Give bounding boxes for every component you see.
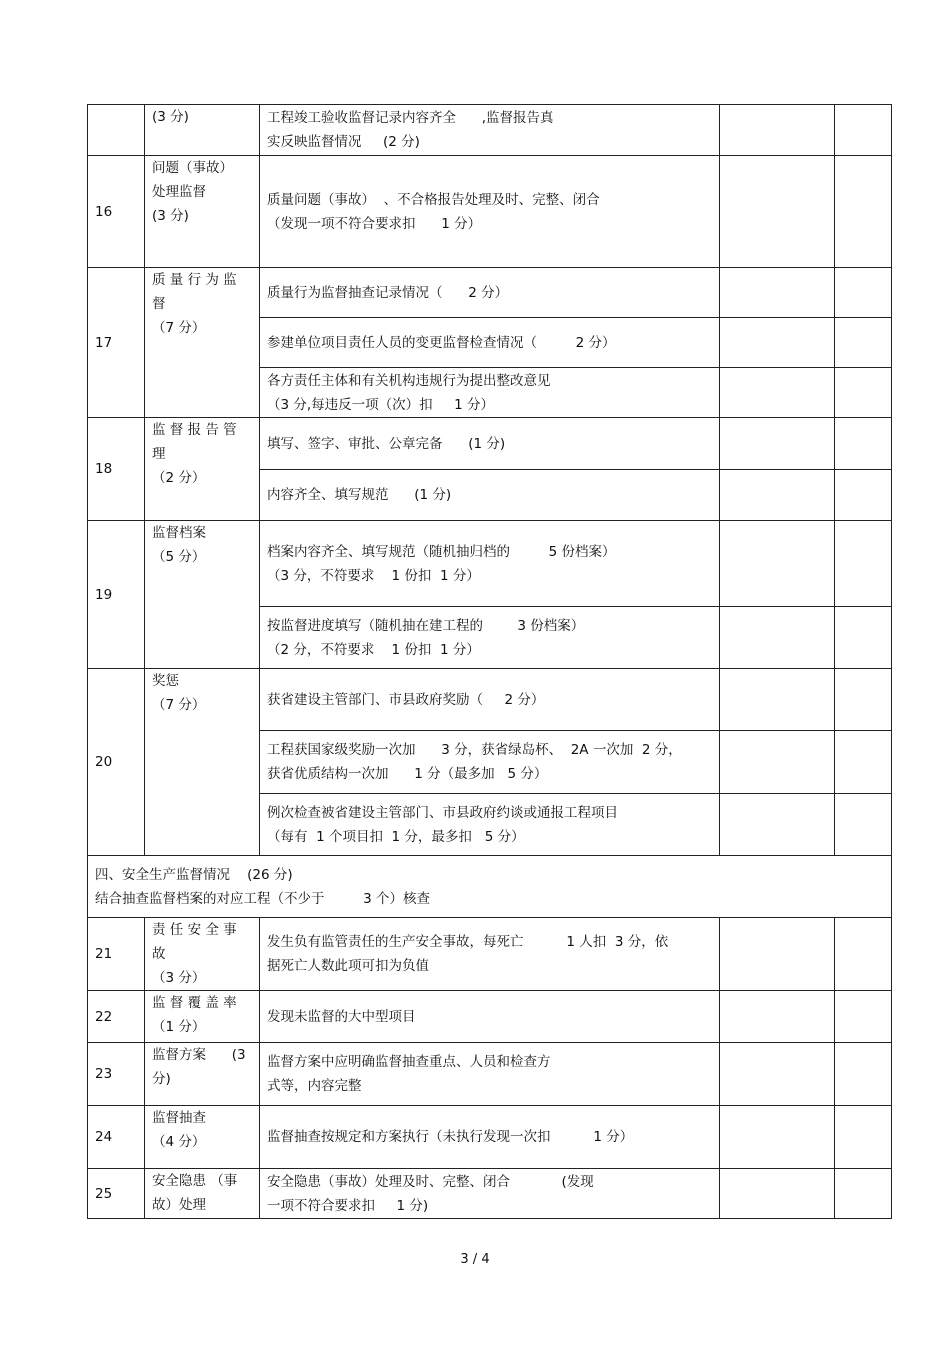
score-cell <box>720 470 835 521</box>
criteria-cell <box>260 918 720 991</box>
criteria-line: 例次检查被省建设主管部门、市县政府约谈或通报工程项目 <box>267 804 618 821</box>
criteria-line: 获省优质结构一次加 1 分（最多加 5 分） <box>267 766 548 782</box>
item-number: 17 <box>88 268 145 418</box>
score-cell <box>720 418 835 470</box>
criteria-cell <box>260 521 720 607</box>
criteria-line: 参建单位项目责任人员的变更监督检查情况（ 2 分） <box>267 334 616 351</box>
item-name <box>145 1169 260 1219</box>
score-cell <box>720 731 835 794</box>
item-name <box>145 156 260 268</box>
criteria-line: （3 分，不符要求 1 份扣 1 分） <box>267 567 480 584</box>
item-number: 18 <box>88 418 145 521</box>
item-name-line: （4 分） <box>152 1134 206 1150</box>
criteria-line: 发现未监督的大中型项目 <box>267 1008 416 1025</box>
score-cell <box>720 607 835 669</box>
score-cell <box>720 156 835 268</box>
item-name-line: (3 分) <box>152 208 189 224</box>
item-number: 21 <box>88 918 145 991</box>
table-row <box>88 418 892 470</box>
remark-cell <box>835 105 892 156</box>
criteria-cell <box>260 1169 720 1219</box>
section-header-row <box>88 856 892 918</box>
criteria-cell <box>260 418 720 470</box>
criteria-line: 质量问题（事故） 、不合格报告处理及时、完整、闭合 <box>267 191 600 208</box>
criteria-line: 内容齐全、填写规范 (1 分) <box>267 487 452 503</box>
remark-cell <box>835 470 892 521</box>
criteria-line: 工程获国家级奖励一次加 3 分，获省绿岛杯、 2A 一次加 2 分， <box>267 742 682 758</box>
item-number: 22 <box>88 991 145 1043</box>
remark-cell <box>835 318 892 368</box>
section-header-line: 结合抽查监督档案的对应工程（不少于 3 个）核查 <box>95 890 431 907</box>
item-name-line: 督 <box>152 296 166 312</box>
criteria-line: 一项不符合要求扣 1 分) <box>267 1197 429 1214</box>
criteria-cell <box>260 368 720 418</box>
item-name-line: （2 分） <box>152 470 206 486</box>
criteria-cell <box>260 794 720 856</box>
item-name-line: 故 <box>152 946 166 962</box>
table-row <box>88 156 892 268</box>
remark-cell <box>835 1043 892 1106</box>
remark-cell <box>835 607 892 669</box>
table-row <box>88 1043 892 1106</box>
item-name-line: 问题（事故） <box>152 160 233 176</box>
criteria-line: 工程竣工验收监督记录内容齐全 ,监督报告真 <box>267 110 554 126</box>
criteria-line: 据死亡人数此项可扣为负值 <box>267 958 429 974</box>
remark-cell <box>835 1169 892 1219</box>
item-name-line: 故）处理 <box>152 1197 206 1213</box>
criteria-cell <box>260 1106 720 1169</box>
item-name-line: 责 任 安 全 事 <box>152 922 237 938</box>
table-row <box>88 918 892 991</box>
item-name-line: 监 督 报 告 管 <box>152 422 237 438</box>
item-name-line: （7 分） <box>152 320 206 336</box>
item-name-line: (3 分) <box>152 109 189 125</box>
remark-cell <box>835 794 892 856</box>
item-number: 19 <box>88 521 145 669</box>
score-cell <box>720 105 835 156</box>
criteria-line: 填写、签字、审批、公章完备 (1 分) <box>267 435 506 452</box>
item-name-line: （5 分） <box>152 549 206 565</box>
item-number: 24 <box>88 1106 145 1169</box>
score-cell <box>720 1106 835 1169</box>
item-name-line: （3 分） <box>152 970 206 986</box>
page-number: 3 / 4 <box>460 1252 490 1267</box>
remark-cell <box>835 156 892 268</box>
criteria-line: 按监督进度填写（随机抽在建工程的 3 份档案） <box>267 617 585 634</box>
score-cell <box>720 1043 835 1106</box>
remark-cell <box>835 418 892 470</box>
item-name <box>145 1106 260 1169</box>
remark-cell <box>835 368 892 418</box>
item-name <box>145 105 260 156</box>
criteria-line: 监督抽查按规定和方案执行（未执行发现一次扣 1 分） <box>267 1129 634 1145</box>
table-row <box>88 669 892 731</box>
score-cell <box>720 669 835 731</box>
item-name <box>145 1043 260 1106</box>
criteria-cell <box>260 991 720 1043</box>
criteria-line: 式等，内容完整 <box>267 1078 362 1094</box>
score-cell <box>720 794 835 856</box>
remark-cell <box>835 669 892 731</box>
item-name <box>145 418 260 521</box>
table-row <box>88 105 892 156</box>
criteria-cell <box>260 669 720 731</box>
item-name <box>145 268 260 418</box>
remark-cell <box>835 991 892 1043</box>
criteria-line: （2 分，不符要求 1 份扣 1 分） <box>267 641 480 658</box>
criteria-line: 档案内容齐全、填写规范（随机抽归档的 5 份档案） <box>267 543 616 560</box>
table-row <box>88 1169 892 1219</box>
evaluation-table <box>87 104 892 1219</box>
item-name <box>145 521 260 669</box>
item-name-line: （7 分） <box>152 697 206 713</box>
remark-cell <box>835 918 892 991</box>
item-number: 25 <box>88 1169 145 1219</box>
criteria-cell <box>260 470 720 521</box>
item-name-line: 处理监督 <box>152 184 206 200</box>
score-cell <box>720 268 835 318</box>
item-name <box>145 669 260 856</box>
criteria-line: 获省建设主管部门、市县政府奖励（ 2 分） <box>267 691 545 708</box>
criteria-cell <box>260 156 720 268</box>
item-number: 16 <box>88 156 145 268</box>
score-cell <box>720 991 835 1043</box>
item-name-line: 奖惩 <box>152 673 179 689</box>
item-number: 23 <box>88 1043 145 1106</box>
item-name-line: 安全隐患 （事 <box>152 1173 238 1189</box>
criteria-cell <box>260 268 720 318</box>
section-header-line: 四、安全生产监督情况 (26 分) <box>95 866 293 883</box>
item-name-line: 分) <box>152 1071 171 1087</box>
criteria-line: 安全隐患（事故）处理及时、完整、闭合 (发现 <box>267 1173 594 1190</box>
item-name-line: 监督抽查 <box>152 1110 206 1126</box>
score-cell <box>720 521 835 607</box>
item-name <box>145 991 260 1043</box>
item-name-line: 理 <box>152 446 166 462</box>
item-number: 20 <box>88 669 145 856</box>
item-number <box>88 105 145 156</box>
item-name-line: （1 分） <box>152 1019 206 1035</box>
table-row <box>88 1106 892 1169</box>
item-name-line: 监 督 覆 盖 率 <box>152 995 237 1011</box>
score-cell <box>720 318 835 368</box>
criteria-cell <box>260 1043 720 1106</box>
item-name-line: 监督方案 (3 <box>152 1047 246 1063</box>
table-row <box>88 991 892 1043</box>
criteria-line: 监督方案中应明确监督抽查重点、人员和检查方 <box>267 1054 551 1070</box>
criteria-line: 发生负有监管责任的生产安全事故，每死亡 1 人扣 3 分，依 <box>267 934 669 950</box>
criteria-cell <box>260 607 720 669</box>
score-cell <box>720 368 835 418</box>
criteria-cell <box>260 105 720 156</box>
section-header <box>88 856 892 918</box>
criteria-line: （每有 1 个项目扣 1 分，最多扣 5 分） <box>267 828 525 845</box>
criteria-cell <box>260 318 720 368</box>
criteria-line: （3 分,每违反一项（次）扣 1 分） <box>267 396 495 413</box>
criteria-line: 质量行为监督抽查记录情况（ 2 分） <box>267 284 509 301</box>
remark-cell <box>835 521 892 607</box>
table-row <box>88 521 892 607</box>
remark-cell <box>835 268 892 318</box>
remark-cell <box>835 1106 892 1169</box>
score-cell <box>720 1169 835 1219</box>
criteria-line: （发现一项不符合要求扣 1 分） <box>267 215 482 232</box>
criteria-cell <box>260 731 720 794</box>
item-name-line: 质 量 行 为 监 <box>152 272 237 288</box>
remark-cell <box>835 731 892 794</box>
item-name <box>145 918 260 991</box>
table-row <box>88 268 892 318</box>
item-name-line: 监督档案 <box>152 525 206 541</box>
score-cell <box>720 918 835 991</box>
criteria-line: 各方责任主体和有关机构违规行为提出整改意见 <box>267 372 551 389</box>
criteria-line: 实反映监督情况 (2 分) <box>267 134 420 150</box>
